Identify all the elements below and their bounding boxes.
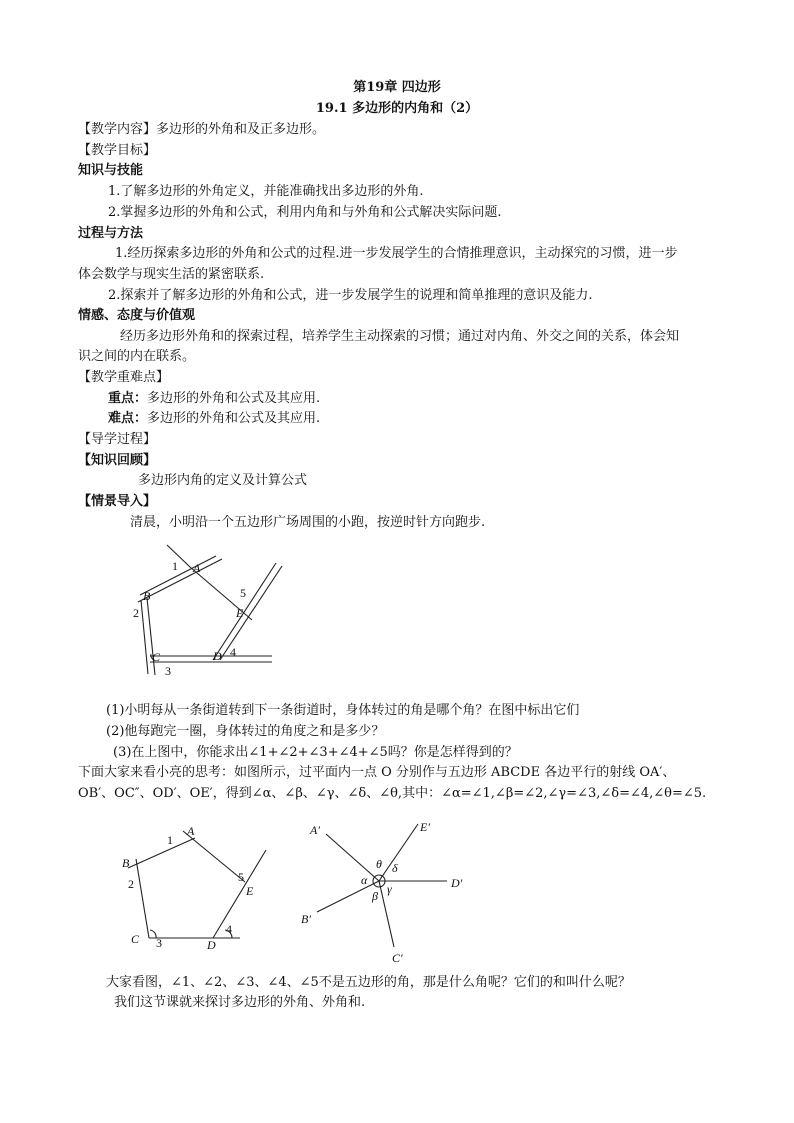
angle-4-label: 4 [226, 922, 232, 936]
vertex-B-label: B [143, 589, 151, 603]
objectives-heading: 【教学目标】 [78, 143, 157, 158]
emotion-line-1: 经历多边形外角和的探索过程，培养学生主动探索的习惯；通过对内角、外交之间的关系，体会知 [120, 329, 680, 344]
pentagon-side [136, 859, 149, 938]
vertex-D-label: D [213, 649, 222, 663]
angle-beta-label: β [372, 889, 378, 903]
angle-1-label: 1 [172, 559, 178, 573]
process-item-1-line-2: 体会数学与现实生活的紧密联系. [78, 267, 265, 282]
ray-E-label: E′ [420, 820, 430, 834]
angle-5-label: 5 [240, 586, 246, 600]
key-point-line [108, 390, 320, 408]
vertex-C-label: C [152, 650, 161, 664]
pentagon-side [128, 838, 195, 868]
street-line [140, 556, 216, 595]
angle-gamma-label: γ [387, 882, 392, 896]
street-line [141, 600, 148, 674]
question-3: (3)在上图中，你能求出∠1+∠2+∠3+∠4+∠5吗？你是怎样得到的？ [113, 745, 518, 760]
key-point-text: 多边形的外角和公式及其应用. [147, 391, 321, 406]
chapter-title: 第19章 四边形 [353, 80, 441, 95]
vertex-E-label: E [246, 884, 254, 898]
scene-text: 清晨，小明沿一个五边形广场周围的小跑，按逆时针方向跑步. [130, 515, 486, 530]
emotion-line-2: 识之间的内在联系。 [78, 349, 196, 364]
vertex-B-label: B [122, 856, 130, 870]
knowledge-item-1: 1.了解多边形的外角定义，并能准确找出多边形的外角. [108, 184, 424, 199]
angle-theta-label: θ [376, 857, 382, 871]
pentagon-side [183, 831, 245, 882]
angle-1-label: 1 [167, 833, 173, 847]
key-point-label: 重点： [108, 391, 148, 406]
vertex-D-label: D [207, 938, 216, 952]
angle-delta-label: δ [392, 861, 398, 875]
ray-OA [326, 834, 379, 881]
review-text: 多边形内角的定义及计算公式 [138, 473, 308, 488]
angle-alpha-label: α [361, 873, 368, 887]
pentagon-street-figure [120, 540, 285, 690]
angle-5-label: 5 [238, 870, 244, 884]
thinking-line-2: OB′、OC″、OD′、OE′，得到∠α、∠β、∠γ、∠δ、∠θ,其中：∠α=∠1,∠β=∠2,∠γ=∠3,∠δ=∠4,∠θ=∠5. [78, 786, 707, 801]
ray-OB [317, 881, 379, 912]
review-heading: 【知识回顾】 [78, 453, 157, 468]
difficulty-line [108, 410, 320, 428]
closing-line-2: 我们这节课就来探讨多边形的外角、外角和. [114, 995, 366, 1010]
street-line [167, 545, 190, 567]
scene-heading: 【情景导入】 [78, 494, 157, 509]
key-points-heading: 【教学重难点】 [78, 370, 170, 385]
angle-2-label: 2 [133, 606, 139, 620]
ray-D-label: D′ [451, 876, 463, 890]
pentagon-side [213, 850, 266, 938]
closing-line-1: 大家看图，∠1、∠2、∠3、∠4、∠5不是五边形的角，那是什么角呢？它们的和叫什么呢？ [106, 975, 631, 990]
angle-2-label: 2 [128, 877, 134, 891]
knowledge-item-2: 2.掌握多边形的外角和公式，利用内角和与外角和公式解决实际问题. [108, 205, 502, 220]
difficulty-label: 难点： [108, 411, 148, 426]
vertex-A-label: A [187, 824, 195, 838]
ray-OE [379, 824, 418, 881]
street-line [213, 563, 276, 660]
process-item-2: 2.探索并了解多边形的外角和公式，进一步发展学生的说理和简单推理的意识及能力. [108, 288, 593, 303]
process-item-1-line-1: 1.经历探索多边形的外角和公式的过程.进一步发展学生的合情推理意识，主动探究的习惯，进一步 [115, 246, 678, 261]
lesson-title: 19.1 多边形的内角和（2） [315, 101, 479, 116]
knowledge-heading: 知识与技能 [78, 163, 144, 178]
process-heading: 过程与方法 [78, 226, 144, 241]
emotion-heading: 情感、态度与价值观 [78, 308, 196, 323]
angle-3-label: 3 [156, 936, 162, 950]
question-1: (1)小明每从一条街道转到下一条街道时，身体转过的角是哪个角？在图中标出它们 [106, 703, 580, 718]
ray-B-label: B′ [301, 912, 311, 926]
rays-from-point-figure [300, 815, 475, 965]
street-line [138, 559, 222, 602]
thinking-line-1: 下面大家来看小亮的思考：如图所示，过平面内一点 O 分别作与五边形 ABCDE 各边平行的射线 OA′、 [78, 765, 676, 780]
angle-4-label: 4 [230, 645, 236, 659]
pentagon-exterior-angle-figure [110, 815, 280, 950]
ray-A-label: A′ [310, 823, 320, 837]
vertex-A-label: A [193, 561, 201, 575]
difficulty-text: 多边形的外角和公式及其应用. [147, 411, 321, 426]
vertex-E-label: E [236, 606, 244, 620]
content-line: 【教学内容】多边形的外角和及正多边形。 [78, 122, 326, 137]
question-2: (2)他每跑完一圈，身体转过的角度之和是多少？ [106, 724, 385, 739]
ray-C-label: C′ [392, 951, 403, 965]
vertex-C-label: C [131, 932, 140, 946]
guide-heading: 【导学过程】 [78, 432, 157, 447]
angle-3-label: 3 [165, 664, 171, 678]
